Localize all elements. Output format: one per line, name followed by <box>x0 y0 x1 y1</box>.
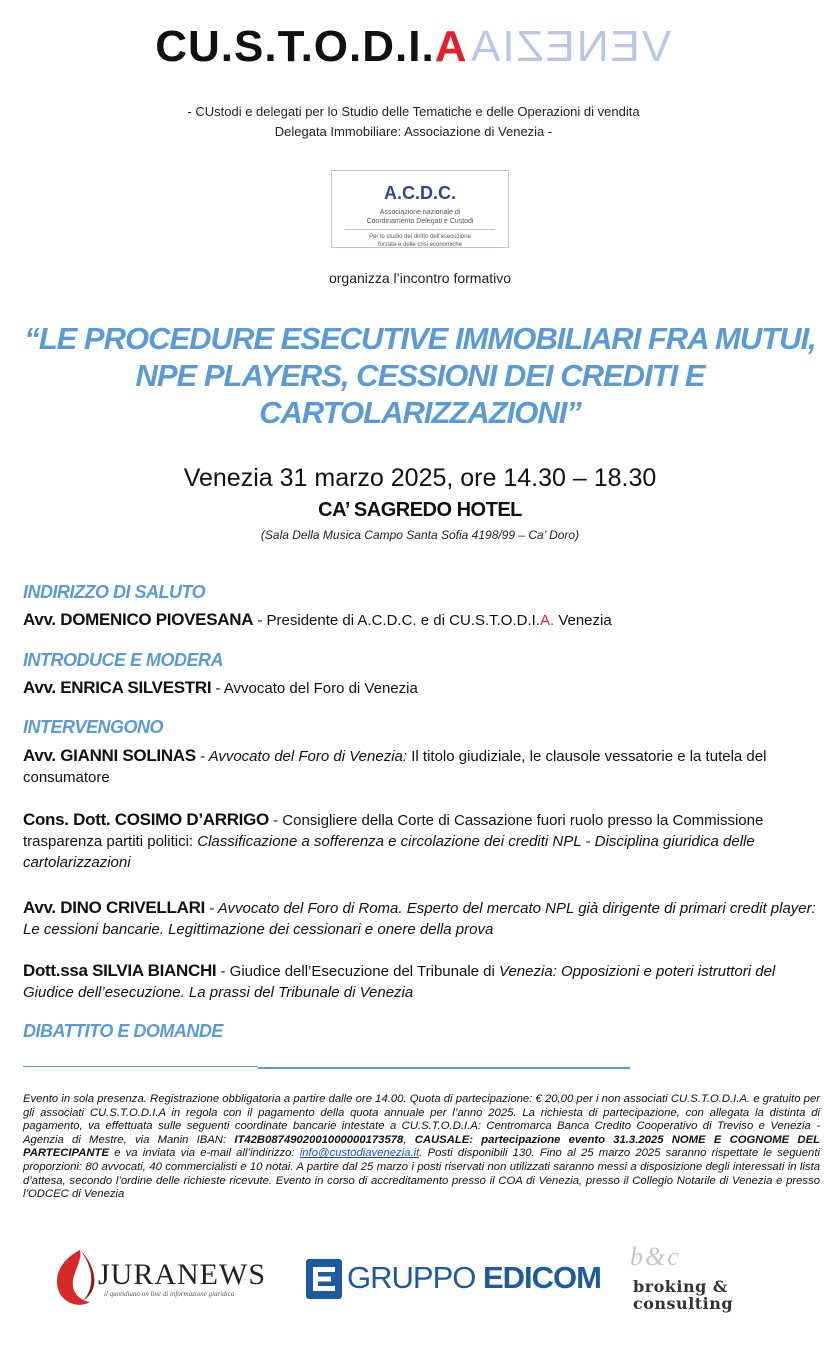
edicom-prefix: GRUPPO <box>347 1260 483 1295</box>
speaker-role: - Avvocato del Foro di Venezia <box>211 680 418 697</box>
association-subtitle <box>0 102 827 142</box>
registration-info <box>23 1093 820 1202</box>
acdc-title: A.C.D.C. <box>384 183 456 203</box>
broking-line-1: broking & <box>633 1277 728 1296</box>
separator-line-thin <box>23 1066 258 1067</box>
logo-accent-letter: A <box>434 22 468 71</box>
event-title <box>20 320 820 431</box>
title-line-1: “LE PROCEDURE ESECUTIVE IMMOBILIARI FRA MUTUI, <box>24 321 816 356</box>
title-line-2: NPE PLAYERS, CESSIONI DEI CREDITI E <box>135 358 705 393</box>
section-heading-intervengono: INTERVENGONO <box>23 717 164 737</box>
event-venue: CA’ SAGREDO HOTEL <box>318 499 522 521</box>
speaker-name: Avv. DOMENICO PIOVESANA <box>23 610 254 629</box>
speaker-topic: Classificazione a sofferenza e circolazione dei crediti NPL - Disciplina giuridica delle cartolarizzazioni <box>23 833 755 871</box>
separator-line-thick <box>258 1067 630 1069</box>
juranews-wordmark: JURANEWS <box>98 1258 267 1291</box>
info-text: . Posti disponibili 130. Fino al 25 marzo 2025 saranno rispettate le seguenti proporzioni: 80 avvocati, 40 commercialisti e 10 notai. A partire dal 25 marzo i posti riservati non utilizzati saranno messi a disposizione degli interessati in lista d’attesa, secondo l’ordine delle richieste ricevute. Evento in corso di accreditamento presso il COA di Venezia, presso il Collegio Notarile di Venezia e presso l’ODCEC di Venezia <box>23 1147 820 1201</box>
info-text: , <box>403 1133 415 1146</box>
speaker-solinas <box>23 745 819 788</box>
speaker-topic: Il titolo giudiziale, le clausole vessatorie e la tutela del consumatore <box>23 748 767 786</box>
speaker-role-and-topic: - Avvocato del Foro di Roma. Esperto del mercato NPL già dirigente di primari credit player: Le cessioni bancarie. Legittimazione dei cessionari e onere della prova <box>23 900 816 938</box>
speaker-role: - Consigliere della Corte di Cassazione fuori ruolo presso la Commissione trasparenza partiti politici: <box>23 812 764 850</box>
acdc-line-4: forzata e delle crisi economiche <box>377 242 463 248</box>
broking-line-2: consulting <box>633 1294 734 1313</box>
info-text: Evento in sola presenza. Registrazione obbligatoria a partire dalle ore 14.00. Quota di partecipazione: € 20,00 per i non associati CU.S.T.O.D.I.A. e gratuito per gli associati CU.S.T.O.D.I.A in regola con il pagamento della quota annuale per l’anno 2025. La richiesta di partecipazione, con allegata la distinta di pagamento, va effettuata sulle seguenti coordinate bancarie intestate a CU.S.T.O.D.I.A: Centromarca Banca Credito Cooperativo di Treviso e Venezia - Agenzia di Mestre, via Manin IBAN: <box>23 1093 820 1146</box>
event-date-time: Venezia 31 marzo 2025, ore 14.30 – 18.30 <box>183 464 657 492</box>
speaker-crivellari <box>23 897 819 940</box>
speaker-name: Avv. GIANNI SOLINAS <box>23 746 196 765</box>
speaker-role: - Giudice dell’Esecuzione del Tribunale di <box>216 963 495 980</box>
event-address: (Sala Della Musica Campo Santa Sofia 4198/99 – Ca’ Doro) <box>260 528 580 542</box>
juranews-tagline: il quotidiano on line di informazione giuridica <box>104 1290 235 1298</box>
broking-monogram: b&c <box>630 1242 681 1271</box>
acdc-divider <box>345 229 495 230</box>
speaker-name: Avv. DINO CRIVELLARI <box>23 898 205 917</box>
speaker-topic: Venezia: Opposizioni e poteri istruttori del Giudice dell’esecuzione. La prassi del Tribunale di Venezia <box>23 963 776 1001</box>
email-link[interactable]: info@custodiavenezia.it <box>299 1147 420 1160</box>
subtitle-line-1: - CUstodi e delegati per lo Studio delle Tematiche e delle Operazioni di vendita <box>187 104 640 119</box>
speaker-name: Dott.ssa SILVIA BIANCHI <box>23 961 217 980</box>
section-heading-dibattito: DIBATTITO E DOMANDE <box>23 1021 223 1041</box>
acdc-line-3: Per lo studio del diritto dell'esecuzione <box>369 234 471 240</box>
acdc-tagline <box>332 233 508 249</box>
payment-causale: CAUSALE: partecipazione evento 31.3.2025 NOME E COGNOME DEL PARTECIPANTE <box>23 1133 821 1160</box>
iban-code: IT42B0874902001000000173578 <box>234 1133 404 1146</box>
edicom-name: EDICOM <box>482 1260 601 1295</box>
info-text: e va inviata via e-mail all’indirizzo: <box>109 1147 300 1160</box>
logo-mirrored-venezia: VENEZIA <box>469 22 672 71</box>
edicom-logo-icon <box>306 1259 342 1299</box>
edicom-wordmark <box>347 1260 601 1296</box>
section-heading-saluto: INDIRIZZO DI SALUTO <box>23 582 206 602</box>
organizes-text: organizza l’incontro formativo <box>328 270 512 286</box>
title-line-3: CARTOLARIZZAZIONI” <box>259 395 581 430</box>
custodia-logo <box>0 22 827 72</box>
speaker-darrigo <box>23 809 819 873</box>
speaker-name: Cons. Dott. COSIMO D’ARRIGO <box>23 810 269 829</box>
speaker-role: - Avvocato del Foro di Venezia: <box>195 748 408 765</box>
speaker-name: Avv. ENRICA SILVESTRI <box>23 678 212 697</box>
speaker-bianchi <box>23 960 819 1003</box>
acdc-line-1: Associazione nazionale di <box>379 209 461 216</box>
speaker-role: - Presidente di A.C.D.C. e di CU.S.T.O.D.I. <box>253 612 540 629</box>
speaker-role-accent: A. <box>539 612 555 629</box>
acdc-description <box>332 208 508 226</box>
speaker-silvestri <box>23 677 819 699</box>
speaker-role-end: Venezia <box>554 612 612 629</box>
logo-main-text: CU.S.T.O.D.I. <box>155 22 435 71</box>
subtitle-line-2: Delegata Immobiliare: Associazione di Venezia - <box>274 124 553 139</box>
section-heading-modera: INTRODUCE E MODERA <box>23 650 224 670</box>
acdc-logo-box <box>331 170 509 248</box>
acdc-line-2: Coordinamento Delegati e Custodi <box>366 218 474 225</box>
speaker-piovesana <box>23 609 819 631</box>
